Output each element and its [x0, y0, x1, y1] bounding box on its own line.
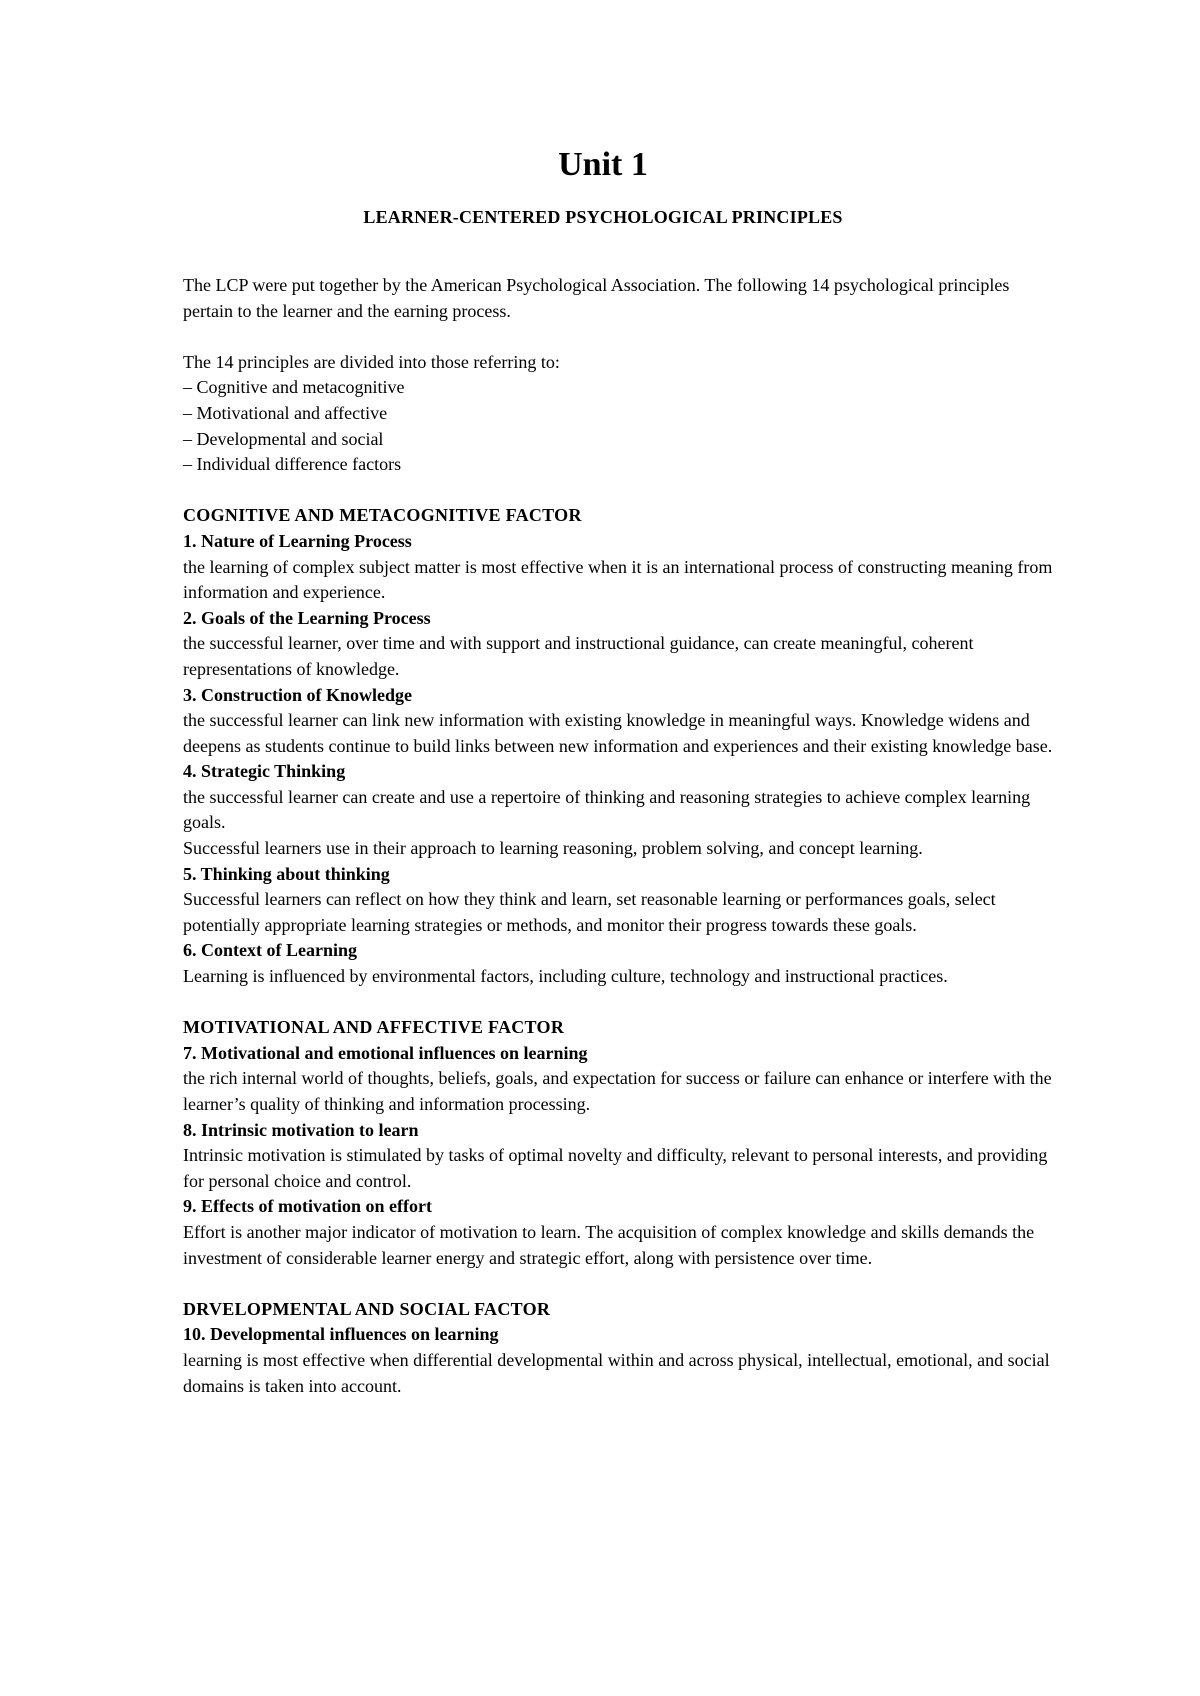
category-item: – Developmental and social	[183, 428, 384, 449]
intro-paragraph: The LCP were put together by the American Psychological Association. The following 14 psychological principles pertain to the learner and the earning process.	[183, 275, 1010, 321]
principle-text: the learning of complex subject matter is most effective when it is an international process of constructing meaning from information and experience.	[183, 556, 1053, 603]
section-heading: DRVELOPMENTAL AND SOCIAL FACTOR	[183, 1298, 551, 1319]
principle-text: learning is most effective when differential developmental within and across physical, intellectual, emotional, and social domains is taken into account.	[183, 1349, 1050, 1396]
principle-text: the rich internal world of thoughts, beliefs, goals, and expectation for success or failure can enhance or interfere with the learner’s quality of thinking and information processing.	[183, 1068, 1052, 1114]
section-heading: MOTIVATIONAL AND AFFECTIVE FACTOR	[183, 1017, 565, 1038]
spacer	[183, 990, 1063, 1016]
category-item: – Individual difference factors	[183, 454, 402, 475]
page-title: Unit 1	[558, 146, 648, 183]
principle-title: 1. Nature of Learning Process	[183, 530, 412, 551]
principle-title: 3. Construction of Knowledge	[183, 684, 412, 705]
principle-text: Successful learners use in their approach to learning reasoning, problem solving, and concept learning.	[183, 838, 923, 859]
principle-title: 10. Developmental influences on learning	[183, 1324, 499, 1345]
principle-title: 8. Intrinsic motivation to learn	[183, 1119, 419, 1140]
principle-title: 7. Motivational and emotional influences on learning	[183, 1042, 588, 1063]
principle-title: 2. Goals of the Learning Process	[183, 607, 431, 628]
spacer	[183, 1271, 1063, 1297]
principle-text: Successful learners can reflect on how they think and learn, set reasonable learning or performances goals, select potentially appropriate learning strategies or methods, and monitor their progress towards these goals.	[183, 889, 996, 935]
principle-title: 9. Effects of motivation on effort	[183, 1196, 432, 1217]
divided-intro: The 14 principles are divided into those referring to:	[183, 351, 560, 372]
principle-text: Intrinsic motivation is stimulated by tasks of optimal novelty and difficulty, relevant to personal interests, and providing for personal choice and control.	[183, 1145, 1048, 1191]
principle-text: the successful learner can create and use a repertoire of thinking and reasoning strategies to achieve complex learning goals.	[183, 786, 1031, 833]
page-subtitle: LEARNER-CENTERED PSYCHOLOGICAL PRINCIPLES	[363, 207, 843, 227]
principle-title: 5. Thinking about thinking	[183, 863, 390, 884]
principle-text: Learning is influenced by environmental factors, including culture, technology and instructional practices.	[183, 966, 948, 987]
principle-text: Effort is another major indicator of motivation to learn. The acquisition of complex knowledge and skills demands the investment of considerable learner energy and strategic effort, along with persistence over time.	[183, 1221, 1035, 1268]
principle-title: 4. Strategic Thinking	[183, 761, 346, 782]
principle-text: the successful learner, over time and with support and instructional guidance, can create meaningful, coherent representations of knowledge.	[183, 633, 974, 679]
category-item: – Cognitive and metacognitive	[183, 377, 405, 398]
principle-title: 6. Context of Learning	[183, 940, 357, 961]
document-body	[183, 273, 1063, 1399]
spacer	[183, 324, 1063, 350]
spacer	[183, 478, 1063, 504]
principle-text: the successful learner can link new information with existing knowledge in meaningful ways. Knowledge widens and deepens as students continue to build links between new information and experiences and their existing knowledge base.	[183, 710, 1053, 756]
category-item: – Motivational and affective	[183, 402, 388, 423]
section-heading: COGNITIVE AND METACOGNITIVE FACTOR	[183, 505, 582, 526]
